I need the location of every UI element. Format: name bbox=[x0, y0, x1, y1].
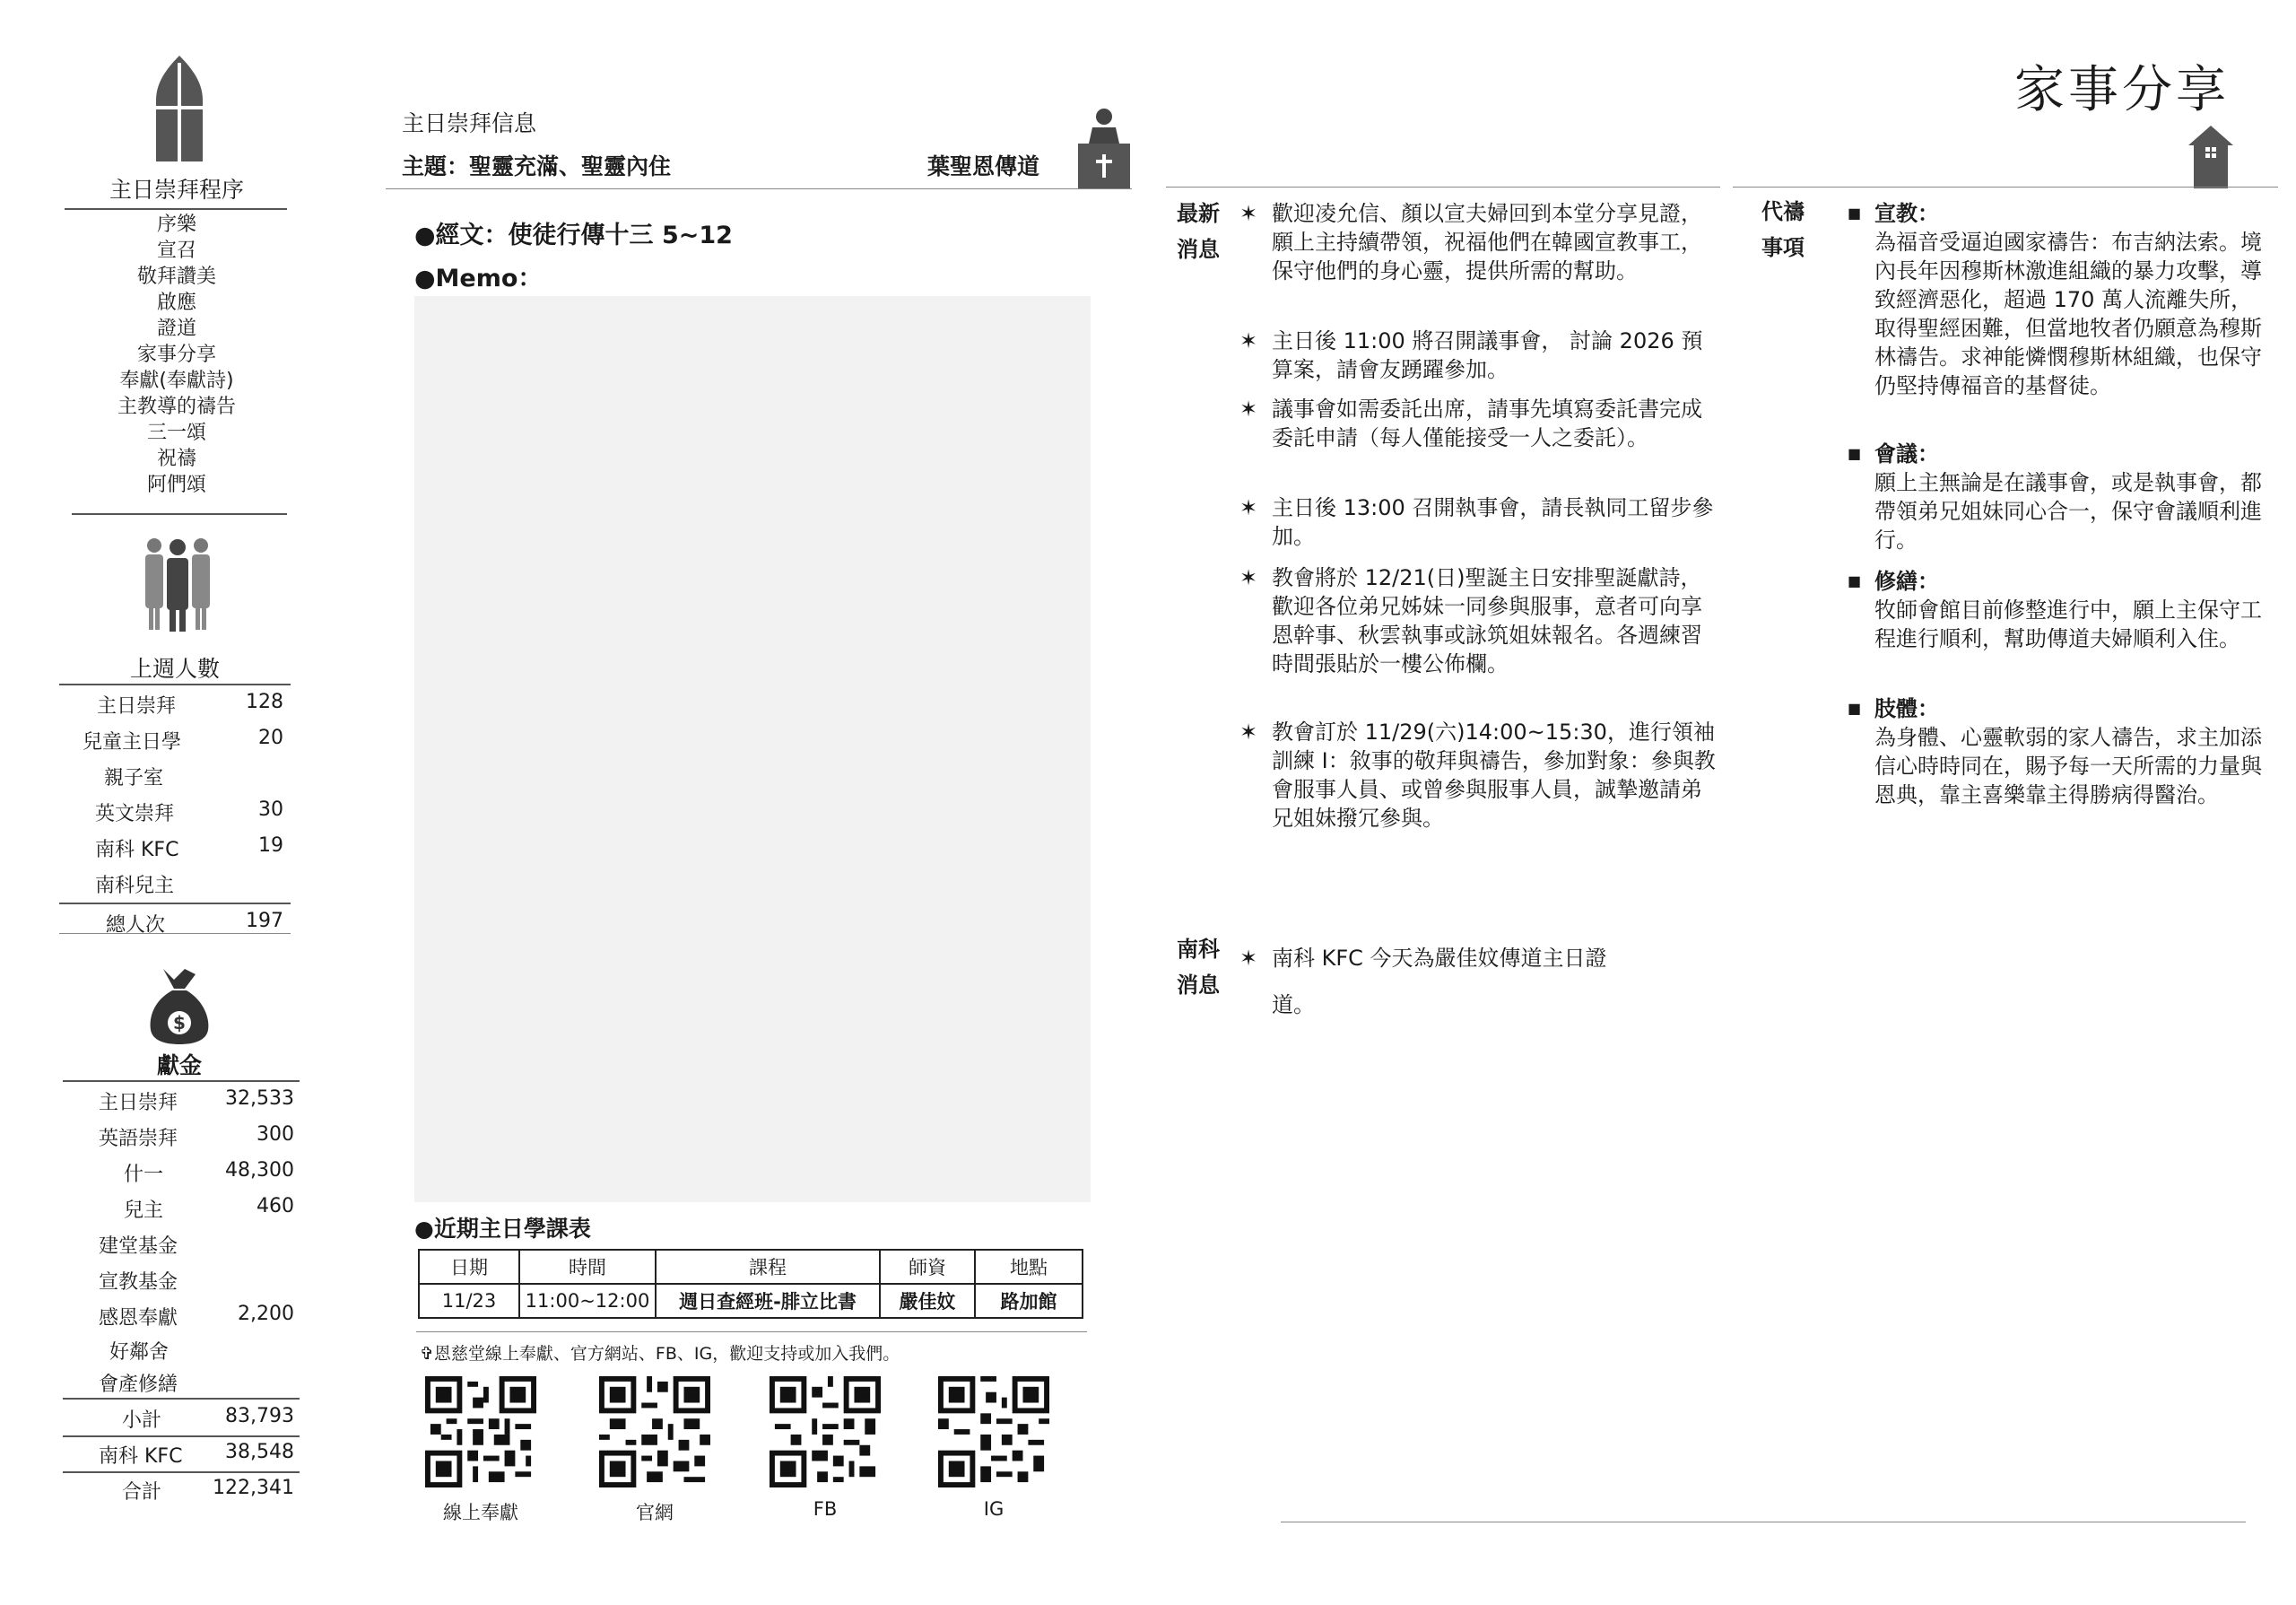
table-cell: 11:00~12:00 bbox=[519, 1284, 656, 1318]
order-item: 啟應 bbox=[156, 292, 196, 314]
star-icon: ✶ bbox=[1239, 397, 1258, 422]
qr-code-facebook[interactable] bbox=[770, 1376, 881, 1487]
divider bbox=[65, 208, 287, 210]
page-title: 家事分享 bbox=[2014, 61, 2230, 119]
news-item: ✶ 歡迎凌允信、顏以宣夫婦回到本堂分享見證，願上主持續帶領，祝福他們在韓國宣教事工，保守他們的身心靈，提供所需的幫助。 bbox=[1239, 201, 1702, 283]
order-title: 主日崇拜程序 bbox=[109, 177, 244, 203]
section-title: 主日崇拜信息 bbox=[402, 110, 537, 136]
column-header: 日期 bbox=[419, 1250, 519, 1284]
divider bbox=[72, 513, 287, 515]
table-header-row bbox=[419, 1250, 1083, 1284]
square-bullet-icon: ■ bbox=[1848, 205, 1862, 222]
south-news-label: 南科 消息 bbox=[1177, 937, 1220, 998]
divider bbox=[63, 1080, 300, 1082]
column-header: 地點 bbox=[975, 1250, 1083, 1284]
table-cell: 路加館 bbox=[975, 1284, 1083, 1318]
prayer-item: ■ 會議： 願上主無論是在議事會，或是執事會，都帶領弟兄姐妹同心合一，保守會議順利進行。 bbox=[1848, 441, 2262, 553]
divider bbox=[1733, 187, 2278, 188]
table-row bbox=[419, 1284, 1083, 1318]
star-icon: ✶ bbox=[1239, 201, 1258, 226]
footer-note: ✞恩慈堂線上奉獻、官方網站、FB、IG，歡迎支持或加入我們。 bbox=[420, 1344, 900, 1364]
house-icon bbox=[2188, 126, 2233, 188]
table-cell: 嚴佳妏 bbox=[880, 1284, 975, 1318]
qr-code-website[interactable] bbox=[599, 1376, 710, 1487]
order-item: 奉獻(奉獻詩) bbox=[119, 370, 234, 392]
order-item: 阿們頌 bbox=[146, 474, 206, 496]
qr-label: IG bbox=[983, 1498, 1004, 1520]
order-item: 祝禱 bbox=[156, 448, 196, 470]
divider bbox=[59, 684, 291, 685]
memo-area[interactable] bbox=[414, 296, 1091, 1202]
order-item: 家事分享 bbox=[136, 344, 216, 366]
prayer-label: 代禱 事項 bbox=[1761, 199, 1805, 260]
course-table bbox=[418, 1249, 1083, 1319]
attendance-title: 上週人數 bbox=[129, 656, 220, 682]
prayer-item: ■ 宣教： 為福音受逼迫國家禱告：布吉納法索。境內長年因穆斯林激進組織的暴力攻擊，導致經濟惡化，超過 170 萬人流離失所，取得聖經困難，但當地牧者仍願意為穆斯林禱告。求神能憐憫穆斯林組織，也保守仍堅持傳福音的基督徒。 bbox=[1848, 201, 2262, 398]
star-icon: ✶ bbox=[1239, 720, 1258, 745]
column-header: 課程 bbox=[656, 1250, 880, 1284]
order-item: 序樂 bbox=[156, 214, 196, 236]
star-icon: ✶ bbox=[1239, 495, 1258, 520]
divider bbox=[63, 1398, 300, 1400]
prayer-item: ■ 修繕： 牧師會館目前修整進行中，願上主保守工程進行順利，幫助傳道夫婦順利入住。 bbox=[1848, 569, 2262, 651]
church-window-icon bbox=[154, 56, 204, 161]
news-item: ✶ 教會將於 12/21(日)聖誕主日安排聖誕獻詩，歡迎各位弟兄姊妹一同參與服事，意者可向享恩幹事、秋雲執事或詠筑姐妹報名。各週練習時間張貼於一樓公佈欄。 bbox=[1239, 565, 1702, 676]
star-icon: ✶ bbox=[1239, 328, 1258, 353]
divider bbox=[59, 933, 291, 934]
table-cell: 週日查經班-腓立比書 bbox=[656, 1284, 880, 1318]
order-item: 敬拜讚美 bbox=[136, 266, 216, 288]
sermon-theme: 主題：聖靈充滿、聖靈內住 bbox=[402, 153, 672, 179]
star-icon: ✶ bbox=[1239, 946, 1258, 971]
money-bag-icon bbox=[147, 965, 212, 1044]
preacher-name: 葉聖恩傳道 bbox=[927, 153, 1040, 179]
prayer-item: ■ 肢體： 為身體、心靈軟弱的家人禱告，求主加添信心時時同在，賜予每一天所需的力量與恩典，靠主喜樂靠主得勝病得醫治。 bbox=[1848, 696, 2262, 807]
news-item: ✶ 議事會如需委託出席，請事先填寫委託書完成委託申請（每人僅能接受一人之委託）。 bbox=[1239, 397, 1702, 450]
order-item: 證道 bbox=[156, 318, 196, 340]
square-bullet-icon: ■ bbox=[1848, 572, 1862, 589]
divider bbox=[63, 1435, 300, 1437]
news-item: ✶ 主日後 13:00 召開執事會，請長執同工留步參加。 bbox=[1239, 495, 1714, 549]
south-news-item: ✶ 南科 KFC 今天為嚴佳妏傳道主日證道。 bbox=[1272, 935, 1648, 1028]
square-bullet-icon: ■ bbox=[1848, 445, 1862, 462]
square-bullet-icon: ■ bbox=[1848, 700, 1862, 717]
news-item: ✶ 主日後 11:00 將召開議事會， 討論 2026 預算案，請會友踴躍參加。 bbox=[1239, 328, 1703, 382]
scripture-line: ●經文：使徒行傳十三 5~12 bbox=[414, 222, 733, 249]
divider bbox=[416, 1331, 1087, 1332]
order-item: 主教導的禱告 bbox=[117, 396, 236, 418]
divider bbox=[386, 188, 1132, 189]
divider bbox=[63, 1471, 300, 1473]
pulpit-icon bbox=[1078, 108, 1130, 188]
news-label: 最新 消息 bbox=[1177, 201, 1220, 262]
svg-text:$: $ bbox=[173, 1012, 186, 1034]
course-title: ●近期主日學課表 bbox=[414, 1216, 591, 1242]
table-cell: 11/23 bbox=[419, 1284, 519, 1318]
offering-title: 獻金 bbox=[156, 1052, 202, 1078]
qr-code-instagram[interactable] bbox=[938, 1376, 1049, 1487]
memo-label: ●Memo： bbox=[414, 265, 543, 292]
qr-label: 官網 bbox=[636, 1502, 674, 1523]
order-item: 三一頌 bbox=[146, 422, 206, 444]
people-icon bbox=[144, 536, 212, 632]
star-icon: ✶ bbox=[1239, 565, 1258, 590]
qr-label: 線上奉獻 bbox=[443, 1502, 518, 1523]
column-header: 時間 bbox=[519, 1250, 656, 1284]
qr-label: FB bbox=[813, 1498, 838, 1520]
divider bbox=[1166, 187, 1720, 188]
column-header: 師資 bbox=[880, 1250, 975, 1284]
divider bbox=[59, 903, 291, 904]
order-list bbox=[65, 212, 289, 498]
qr-code-offering[interactable] bbox=[425, 1376, 536, 1487]
news-item: ✶ 教會訂於 11/29(六)14:00~15:30，進行領袖訓練 I：敘事的敬拜與禱告，參加對象：參與教會服事人員、或曾參與服事人員，誠摯邀請弟兄姐妹撥冗參與。 bbox=[1239, 720, 1716, 831]
order-item: 宣召 bbox=[156, 240, 196, 262]
